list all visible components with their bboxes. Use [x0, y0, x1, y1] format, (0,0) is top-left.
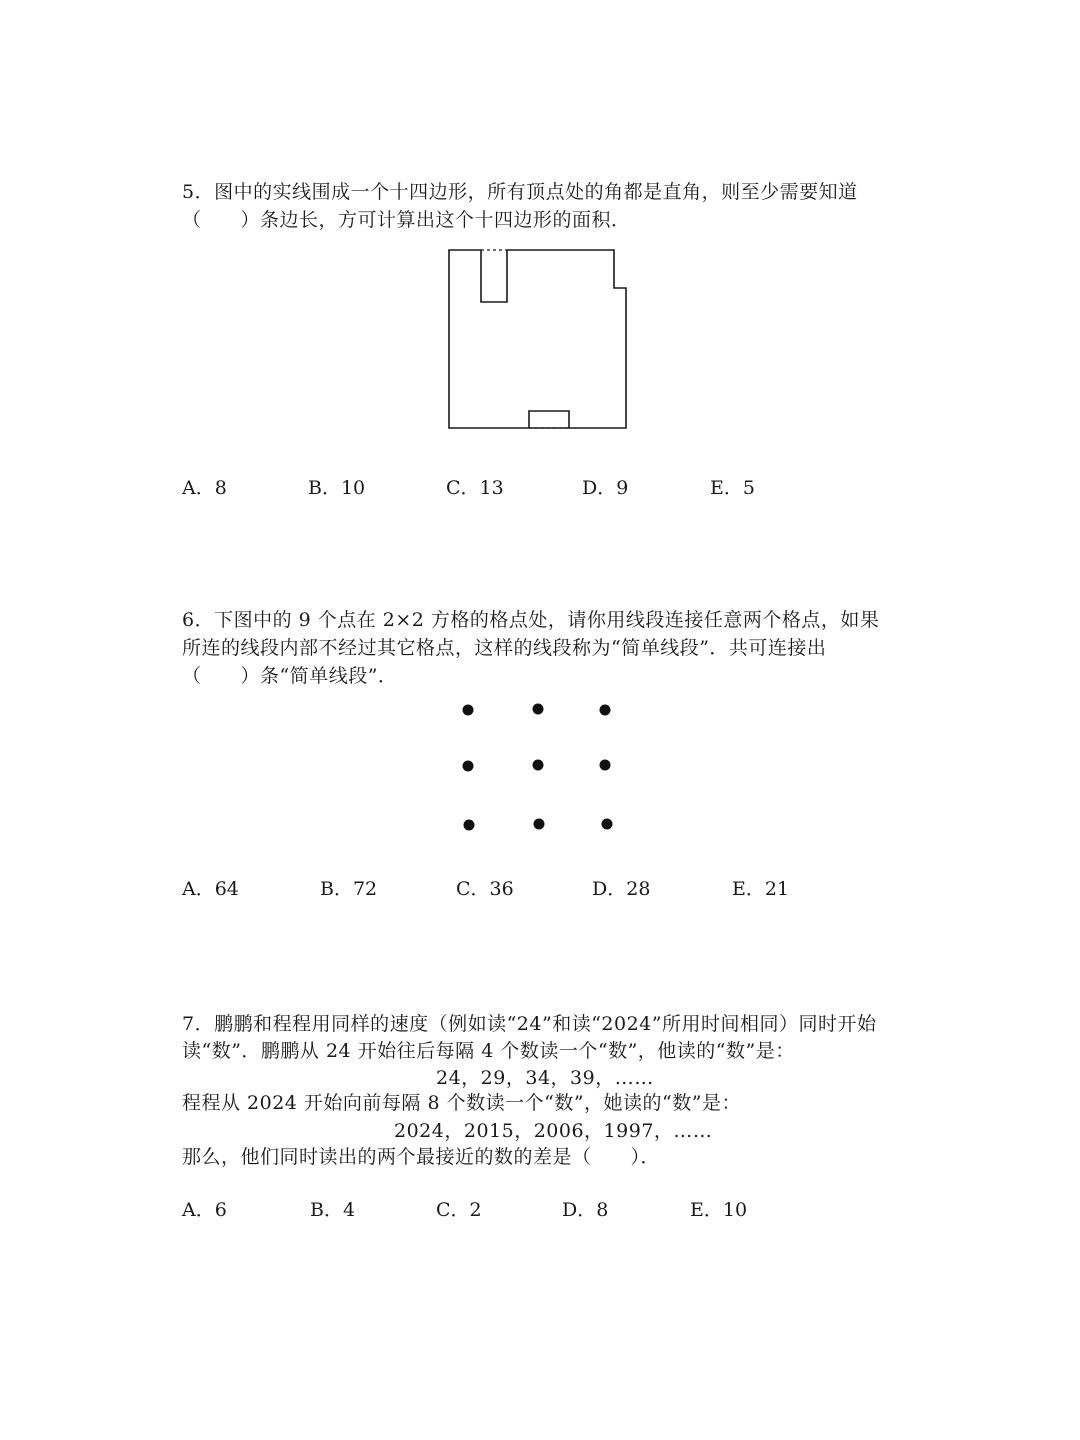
q6-option-b: B．72 [320, 878, 378, 900]
q5-line-2: （ ）条边长，方可计算出这个十四边形的面积． [182, 209, 631, 231]
q6-option-d: D．28 [592, 878, 651, 900]
q7-line-2: 读“数”．鹏鹏从 24 开始往后每隔 4 个数读一个“数”，他读的“数”是： [182, 1040, 795, 1062]
q5-option-d: D．9 [582, 477, 629, 499]
grid-dot [602, 819, 613, 830]
q7-option-a: A．6 [182, 1199, 227, 1221]
q5-option-e: E．5 [710, 477, 755, 499]
q6-option-e: E．21 [732, 878, 790, 900]
grid-dot [533, 704, 544, 715]
q7-option-b: B．4 [310, 1199, 356, 1221]
grid-dot [534, 819, 545, 830]
q6-option-a: A．64 [182, 878, 239, 900]
q7-sequence-2: 2024，2015，2006，1997，…… [394, 1120, 713, 1142]
q7-line-3: 程程从 2024 开始向前每隔 8 个数读一个“数”，她读的“数”是： [182, 1092, 741, 1114]
q5-line-1: 5．图中的实线围成一个十四边形，所有顶点处的角都是直角，则至少需要知道 [182, 181, 858, 203]
grid-dot [533, 760, 544, 771]
grid-dot [600, 705, 611, 716]
q7-line-1: 7．鹏鹏和程程用同样的速度（例如读“24”和读“2024”所用时间相同）同时开始 [182, 1013, 877, 1035]
q7-option-d: D．8 [562, 1199, 609, 1221]
q5-outline-left [449, 250, 569, 428]
q6-line-1: 6．下图中的 9 个点在 2×2 方格的格点处，请你用线段连接任意两个格点，如果 [182, 609, 880, 631]
q7-option-c: C．2 [436, 1199, 482, 1221]
q5-option-a: A．8 [182, 477, 227, 499]
q6-dot-grid [450, 695, 630, 840]
q7-sequence-1: 24，29，34，39，…… [436, 1067, 654, 1089]
q6-line-3: （ ）条“简单线段”． [182, 665, 398, 687]
q6-line-2: 所连的线段内部不经过其它格点，这样的线段称为“简单线段”．共可连接出 [182, 637, 827, 659]
grid-dot [463, 705, 474, 716]
q5-top-notch [481, 250, 507, 302]
q5-option-c: C．13 [446, 477, 504, 499]
q5-outline-right [507, 250, 626, 428]
q7-line-4: 那么，他们同时读出的两个最接近的数的差是（ ）． [182, 1146, 661, 1168]
q7-option-e: E．10 [690, 1199, 748, 1221]
grid-dot [600, 760, 611, 771]
grid-dot [464, 820, 475, 831]
q5-option-b: B．10 [308, 477, 366, 499]
q5-polygon-figure [440, 240, 640, 440]
q6-option-c: C．36 [456, 878, 514, 900]
grid-dot [463, 761, 474, 772]
